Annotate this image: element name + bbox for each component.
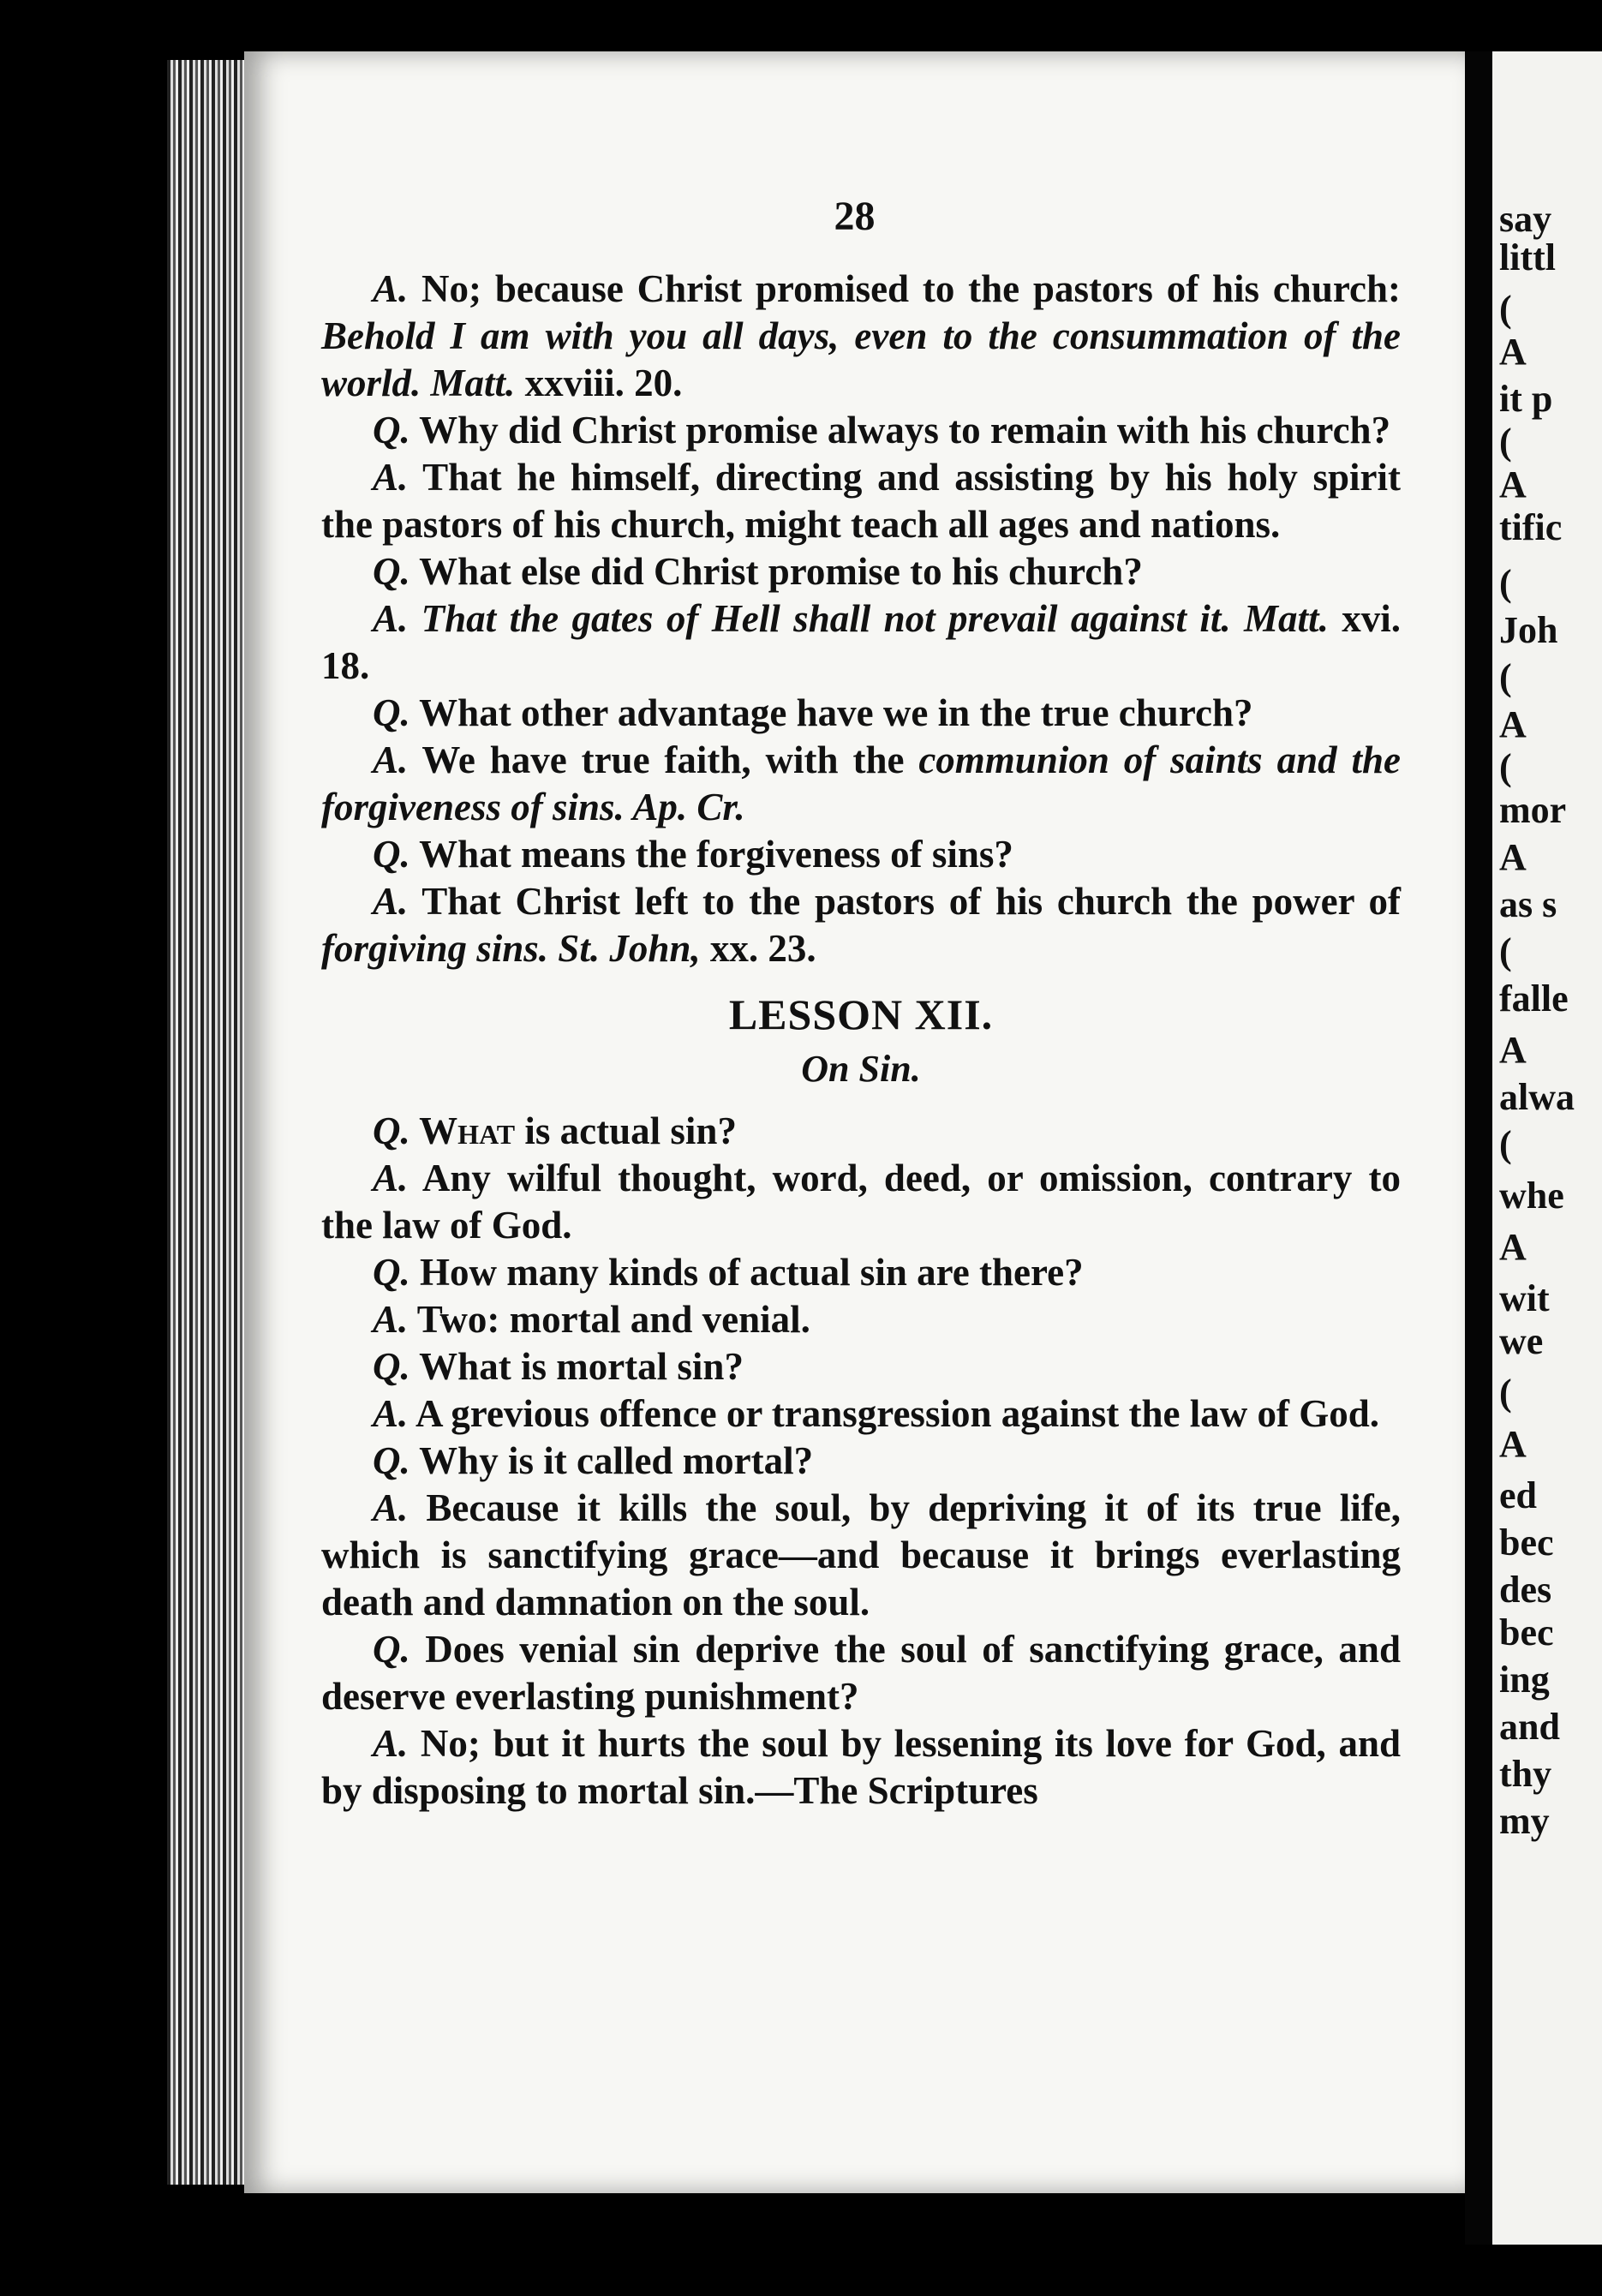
italic-text: Behold I am with you all days, even to the consummation of the world. [321, 314, 1401, 404]
qa-paragraph [321, 878, 1401, 972]
adjacent-page-fragment: A [1499, 1423, 1527, 1465]
body-text: Any wilful thought, word, deed, or omission, contrary to the law of God. [321, 1157, 1401, 1247]
answer-marker: A. [373, 597, 409, 640]
small-caps-word: What [409, 1109, 516, 1152]
adjacent-page-fragment: littl [1499, 236, 1556, 278]
adjacent-page-fragment: A [1499, 463, 1527, 505]
adjacent-page-fragment: A [1499, 1226, 1527, 1268]
book-binding [167, 60, 253, 2185]
body-text: xvi. 18. [321, 597, 1401, 687]
body-text: How many kinds of actual sin are there? [409, 1251, 1084, 1294]
qa-paragraph [321, 454, 1401, 548]
qa-paragraph [321, 1249, 1401, 1296]
question-marker: Q. [373, 833, 410, 876]
adjacent-page-fragment: it p [1499, 378, 1553, 420]
adjacent-page-edge [1492, 51, 1602, 2245]
italic-text: Matt. [430, 362, 516, 404]
qa-paragraph [321, 831, 1401, 878]
adjacent-page-fragment: ( [1499, 421, 1512, 463]
qa-paragraph [321, 1155, 1401, 1249]
body-text: xxviii. 20. [515, 362, 683, 404]
question-marker: Q. [373, 1628, 410, 1671]
catechism-section-sin [321, 1108, 1401, 1815]
qa-paragraph [321, 548, 1401, 595]
question-marker: Q. [373, 1345, 410, 1388]
adjacent-page-fragment: tific [1499, 506, 1563, 548]
answer-marker: A. [373, 1298, 409, 1341]
adjacent-page-fragment: A [1499, 703, 1527, 745]
italic-text: communion of saints and the forgiveness of sins. Ap. Cr. [321, 738, 1401, 828]
answer-marker: A. [373, 1722, 409, 1765]
adjacent-page-fragment: my [1499, 1800, 1550, 1842]
adjacent-page-fragment: bec [1499, 1611, 1554, 1653]
qa-paragraph [321, 1108, 1401, 1155]
adjacent-page-fragment: alwa [1499, 1076, 1575, 1118]
question-marker: Q. [373, 1251, 410, 1294]
body-text: Does venial sin deprive the soul of sanctifying grace, and deserve everlasting punishment? [321, 1628, 1401, 1718]
qa-paragraph [321, 407, 1401, 454]
adjacent-page-fragment: we [1499, 1320, 1544, 1362]
qa-paragraph [321, 1343, 1401, 1390]
adjacent-page-fragment: ( [1499, 1372, 1512, 1414]
adjacent-page-fragment: ( [1499, 930, 1512, 972]
body-text: What other advantage have we in the true church? [409, 691, 1253, 734]
adjacent-page-fragment: A [1499, 1029, 1527, 1071]
question-marker: Q. [373, 1439, 410, 1482]
body-text: We have true faith, with the [408, 738, 919, 781]
lesson-subheading: On Sin. [801, 1048, 921, 1090]
adjacent-page-fragment: falle [1499, 978, 1569, 1019]
body-text [421, 362, 430, 404]
adjacent-page-fragment: bec [1499, 1522, 1554, 1564]
answer-marker: A. [373, 738, 409, 781]
adjacent-page-fragment: mor [1499, 789, 1567, 831]
italic-text: That the gates of Hell shall not prevail against it. [408, 597, 1231, 640]
adjacent-page-fragment: Joh [1499, 609, 1558, 651]
question-marker: Q. [373, 550, 410, 593]
answer-marker: A. [373, 1157, 409, 1199]
qa-paragraph [321, 737, 1401, 831]
qa-paragraph [321, 1438, 1401, 1485]
italic-text: Matt. [1244, 597, 1329, 640]
qa-paragraph [321, 595, 1401, 690]
body-text: Why did Christ promise always to remain with his church? [409, 409, 1391, 451]
body-text: What means the forgiveness of sins? [409, 833, 1013, 876]
adjacent-page-fragment: ( [1499, 288, 1512, 330]
body-text: Why is it called mortal? [409, 1439, 814, 1482]
book-page [244, 51, 1465, 2193]
adjacent-page-fragment: A [1499, 836, 1527, 878]
body-text: That he himself, directing and assisting by his holy spirit the pastors of his church, might teach all ages and nations. [321, 456, 1401, 546]
adjacent-page-fragment: ( [1499, 656, 1512, 698]
lesson-heading: LESSON XII. [728, 990, 994, 1038]
answer-marker: A. [373, 1486, 409, 1529]
page-gutter [1465, 51, 1492, 2245]
adjacent-page-fragment: thy [1499, 1753, 1552, 1795]
question-marker: Q. [373, 1109, 410, 1152]
body-text: That Christ left to the pastors of his church the power of [408, 880, 1401, 923]
adjacent-page-fragment: say [1499, 198, 1552, 240]
answer-marker: A. [373, 456, 409, 499]
qa-paragraph [321, 1626, 1401, 1720]
qa-paragraph [321, 1720, 1401, 1815]
adjacent-page-fragment: ( [1499, 562, 1512, 604]
adjacent-page-fragment: as s [1499, 883, 1557, 925]
body-text: No; but it hurts the soul by lessening its love for God, and by disposing to mortal sin.—The Scriptures [321, 1722, 1401, 1812]
adjacent-page-fragment: wit [1499, 1277, 1550, 1319]
body-text: No; because Christ promised to the pastors of his church: [408, 267, 1401, 310]
body-text: A grevious offence or transgression against the law of God. [408, 1392, 1380, 1435]
adjacent-page-fragment: ( [1499, 746, 1512, 788]
body-text: xx. 23. [700, 927, 816, 970]
qa-paragraph [321, 266, 1401, 407]
answer-marker: A. [373, 880, 409, 923]
qa-paragraph [321, 1296, 1401, 1343]
adjacent-page-fragment: and [1499, 1706, 1560, 1748]
adjacent-page-fragment: ing [1499, 1659, 1550, 1701]
answer-marker: A. [373, 267, 409, 310]
adjacent-page-fragment: ( [1499, 1123, 1512, 1165]
body-text: What else did Christ promise to his church? [409, 550, 1143, 593]
body-text [1231, 597, 1244, 640]
adjacent-page-fragment: des [1499, 1569, 1552, 1611]
page-number: 28 [834, 194, 876, 239]
body-text: Because it kills the soul, by depriving it of its true life, which is sanctifying grace—and because it brings everlasting death and damnation on the soul. [321, 1486, 1401, 1623]
italic-text: forgiving sins. St. John, [321, 927, 701, 970]
qa-paragraph [321, 1390, 1401, 1438]
body-text: Two: mortal and venial. [408, 1298, 810, 1341]
adjacent-page-fragment: ed [1499, 1474, 1537, 1516]
body-text: What is mortal sin? [409, 1345, 744, 1388]
body-text: is actual sin? [515, 1109, 737, 1152]
qa-paragraph [321, 1485, 1401, 1626]
adjacent-page-fragment: whe [1499, 1175, 1564, 1217]
catechism-section-church [321, 266, 1401, 972]
qa-paragraph [321, 690, 1401, 737]
adjacent-page-fragment: A [1499, 331, 1527, 373]
question-marker: Q. [373, 691, 410, 734]
page-text [321, 266, 1401, 1815]
question-marker: Q. [373, 409, 410, 451]
answer-marker: A. [373, 1392, 409, 1435]
